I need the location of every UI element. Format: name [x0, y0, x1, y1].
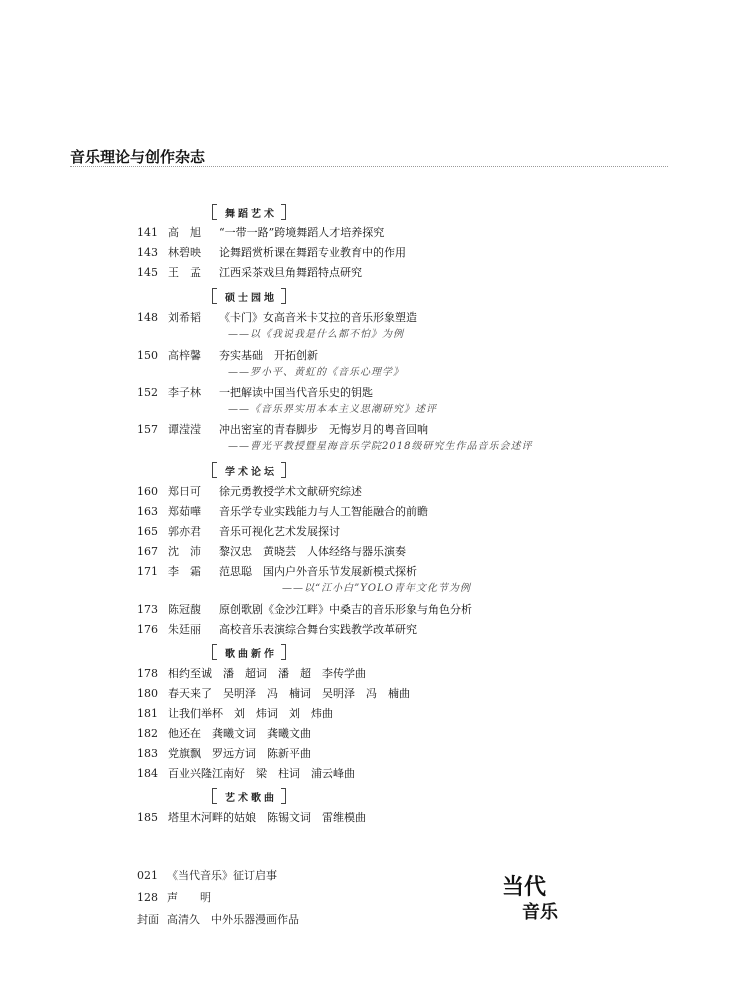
entry-page: 150	[137, 349, 158, 362]
song-credit: 党旗飘 罗远方词 陈新平曲	[168, 747, 311, 760]
entry-page: 148	[137, 311, 158, 324]
entry-page: 178	[137, 667, 158, 680]
entry-title: 论舞蹈赏析课在舞蹈专业教育中的作用	[219, 246, 406, 259]
toc-entry[interactable]	[0, 544, 737, 560]
entry-page: 163	[137, 505, 158, 518]
entry-author: 沈 沛	[168, 545, 201, 558]
entry-title: 冲出密室的青春脚步 无悔岁月的粤音回响	[219, 423, 428, 436]
bracket-right	[281, 462, 286, 478]
toc-entry[interactable]	[0, 602, 737, 618]
toc-entry[interactable]	[0, 422, 737, 438]
entry-author: 朱廷丽	[168, 623, 201, 636]
logo-line2: 音乐	[522, 902, 558, 920]
toc-entry[interactable]	[0, 524, 737, 540]
entry-page: 176	[137, 623, 158, 636]
entry-title: 音乐可视化艺术发展探讨	[219, 525, 340, 538]
section-header	[212, 461, 286, 479]
entry-page: 152	[137, 386, 158, 399]
entry-title: 高校音乐表演综合舞台实践教学改革研究	[219, 623, 417, 636]
entry-title: 音乐学专业实践能力与人工智能融合的前瞻	[219, 505, 428, 518]
entry-title: 江西采茶戏旦角舞蹈特点研究	[219, 266, 362, 279]
entry-author: 高 旭	[168, 226, 201, 239]
toc-entry[interactable]	[0, 766, 737, 782]
entry-author: 郭亦君	[168, 525, 201, 538]
entry-author: 李 霜	[168, 565, 201, 578]
entry-subtitle: ——《音乐界实用本本主义思潮研究》述评	[228, 404, 437, 415]
entry-title: 夯实基础 开拓创新	[219, 349, 318, 362]
entry-page: 183	[137, 747, 158, 760]
bottom-note-page: 021	[137, 869, 158, 882]
entry-subtitle: ——以“江小白”YOLO青年文化节为例	[282, 583, 471, 594]
song-credit: 让我们举杯 刘 炜词 刘 炜曲	[168, 707, 333, 720]
toc-entry[interactable]	[0, 310, 737, 326]
entry-author: 郑日可	[168, 485, 201, 498]
entry-author: 高梓馨	[168, 349, 201, 362]
section-header	[212, 203, 286, 221]
toc-entry[interactable]	[0, 622, 737, 638]
toc-entry[interactable]	[0, 385, 737, 401]
song-credit: 他还在 龚曦文词 龚曦文曲	[168, 727, 311, 740]
toc-entry[interactable]	[0, 225, 737, 241]
entry-title: 范思聪 国内户外音乐节发展新模式探析	[219, 565, 417, 578]
toc-entry[interactable]	[0, 686, 737, 702]
toc-entry[interactable]	[0, 564, 737, 580]
section-title: 硕士园地	[225, 292, 277, 304]
toc-entry[interactable]	[0, 484, 737, 500]
entry-subtitle: ——以《我说我是什么都不怕》为例	[228, 329, 404, 340]
bottom-note-page: 封面	[137, 913, 159, 926]
entry-page: 184	[137, 767, 158, 780]
song-credit: 塔里木河畔的姑娘 陈锡文词 雷维模曲	[168, 811, 366, 824]
entry-page: 181	[137, 707, 158, 720]
toc-entry[interactable]	[0, 666, 737, 682]
bracket-left	[212, 204, 217, 220]
toc-entry[interactable]	[0, 810, 737, 826]
bracket-left	[212, 462, 217, 478]
entry-page: 145	[137, 266, 158, 279]
section-title: 舞蹈艺术	[225, 208, 277, 220]
entry-title: 原创歌剧《金沙江畔》中桑吉的音乐形象与角色分析	[219, 603, 472, 616]
entry-title: 一把解读中国当代音乐史的钥匙	[219, 386, 373, 399]
bottom-note-text: 《当代音乐》征订启事	[167, 869, 277, 882]
logo-line1: 当代	[502, 875, 547, 900]
entry-author: 林碧映	[168, 246, 201, 259]
toc-entry[interactable]	[0, 245, 737, 261]
section-header	[212, 643, 286, 661]
section-title: 歌曲新作	[225, 648, 277, 660]
entry-page: 160	[137, 485, 158, 498]
toc-entry[interactable]	[0, 706, 737, 722]
bracket-right	[281, 788, 286, 804]
entry-author: 郑茹嘩	[168, 505, 201, 518]
entry-page: 171	[137, 565, 158, 578]
entry-page: 180	[137, 687, 158, 700]
entry-author: 谭滢滢	[168, 423, 201, 436]
entry-page: 173	[137, 603, 158, 616]
entry-title: 黎汉忠 黄晓芸 人体经络与器乐演奏	[219, 545, 406, 558]
bracket-left	[212, 788, 217, 804]
entry-title: 徐元勇教授学术文献研究综述	[219, 485, 362, 498]
section-header	[212, 287, 286, 305]
entry-author: 刘希韬	[168, 311, 201, 324]
entry-page: 167	[137, 545, 158, 558]
bottom-note-text: 高清久 中外乐器漫画作品	[167, 913, 299, 926]
toc-entry[interactable]	[0, 504, 737, 520]
entry-page: 143	[137, 246, 158, 259]
song-credit: 相约至诚 潘 超词 潘 超 李传学曲	[168, 667, 366, 680]
journal-logo	[502, 872, 568, 920]
bracket-right	[281, 204, 286, 220]
section-title: 艺术歌曲	[225, 792, 277, 804]
song-credit: 百业兴隆江南好 梁 柱词 浦云峰曲	[168, 767, 355, 780]
entry-subtitle: ——曹光平教授暨星海音乐学院2018级研究生作品音乐会述评	[228, 441, 533, 452]
entry-page: 185	[137, 811, 158, 824]
section-header	[212, 787, 286, 805]
toc-entry[interactable]	[0, 265, 737, 281]
section-title: 学术论坛	[225, 466, 277, 478]
song-credit: 春天来了 吴明泽 冯 楠词 吴明泽 冯 楠曲	[168, 687, 410, 700]
entry-author: 王 孟	[168, 266, 201, 279]
entry-title: 《卡门》女高音米卡艾拉的音乐形象塑造	[219, 311, 417, 324]
bottom-note-page: 128	[137, 891, 158, 904]
toc-entry[interactable]	[0, 746, 737, 762]
entry-page: 157	[137, 423, 158, 436]
toc-entry[interactable]	[0, 348, 737, 364]
entry-subtitle: ——罗小平、黄虹的《音乐心理学》	[228, 367, 404, 378]
entry-author: 陈冠馥	[168, 603, 201, 616]
bracket-right	[281, 288, 286, 304]
bracket-left	[212, 644, 217, 660]
toc-entry[interactable]	[0, 726, 737, 742]
bracket-left	[212, 288, 217, 304]
entry-page: 141	[137, 226, 158, 239]
journal-title: 音乐理论与创作杂志	[70, 148, 206, 166]
entry-author: 李子林	[168, 386, 201, 399]
bottom-note-text: 声 明	[167, 891, 211, 904]
entry-title: “一带一路”跨境舞蹈人才培养探究	[219, 226, 385, 239]
bracket-right	[281, 644, 286, 660]
entry-page: 165	[137, 525, 158, 538]
entry-page: 182	[137, 727, 158, 740]
